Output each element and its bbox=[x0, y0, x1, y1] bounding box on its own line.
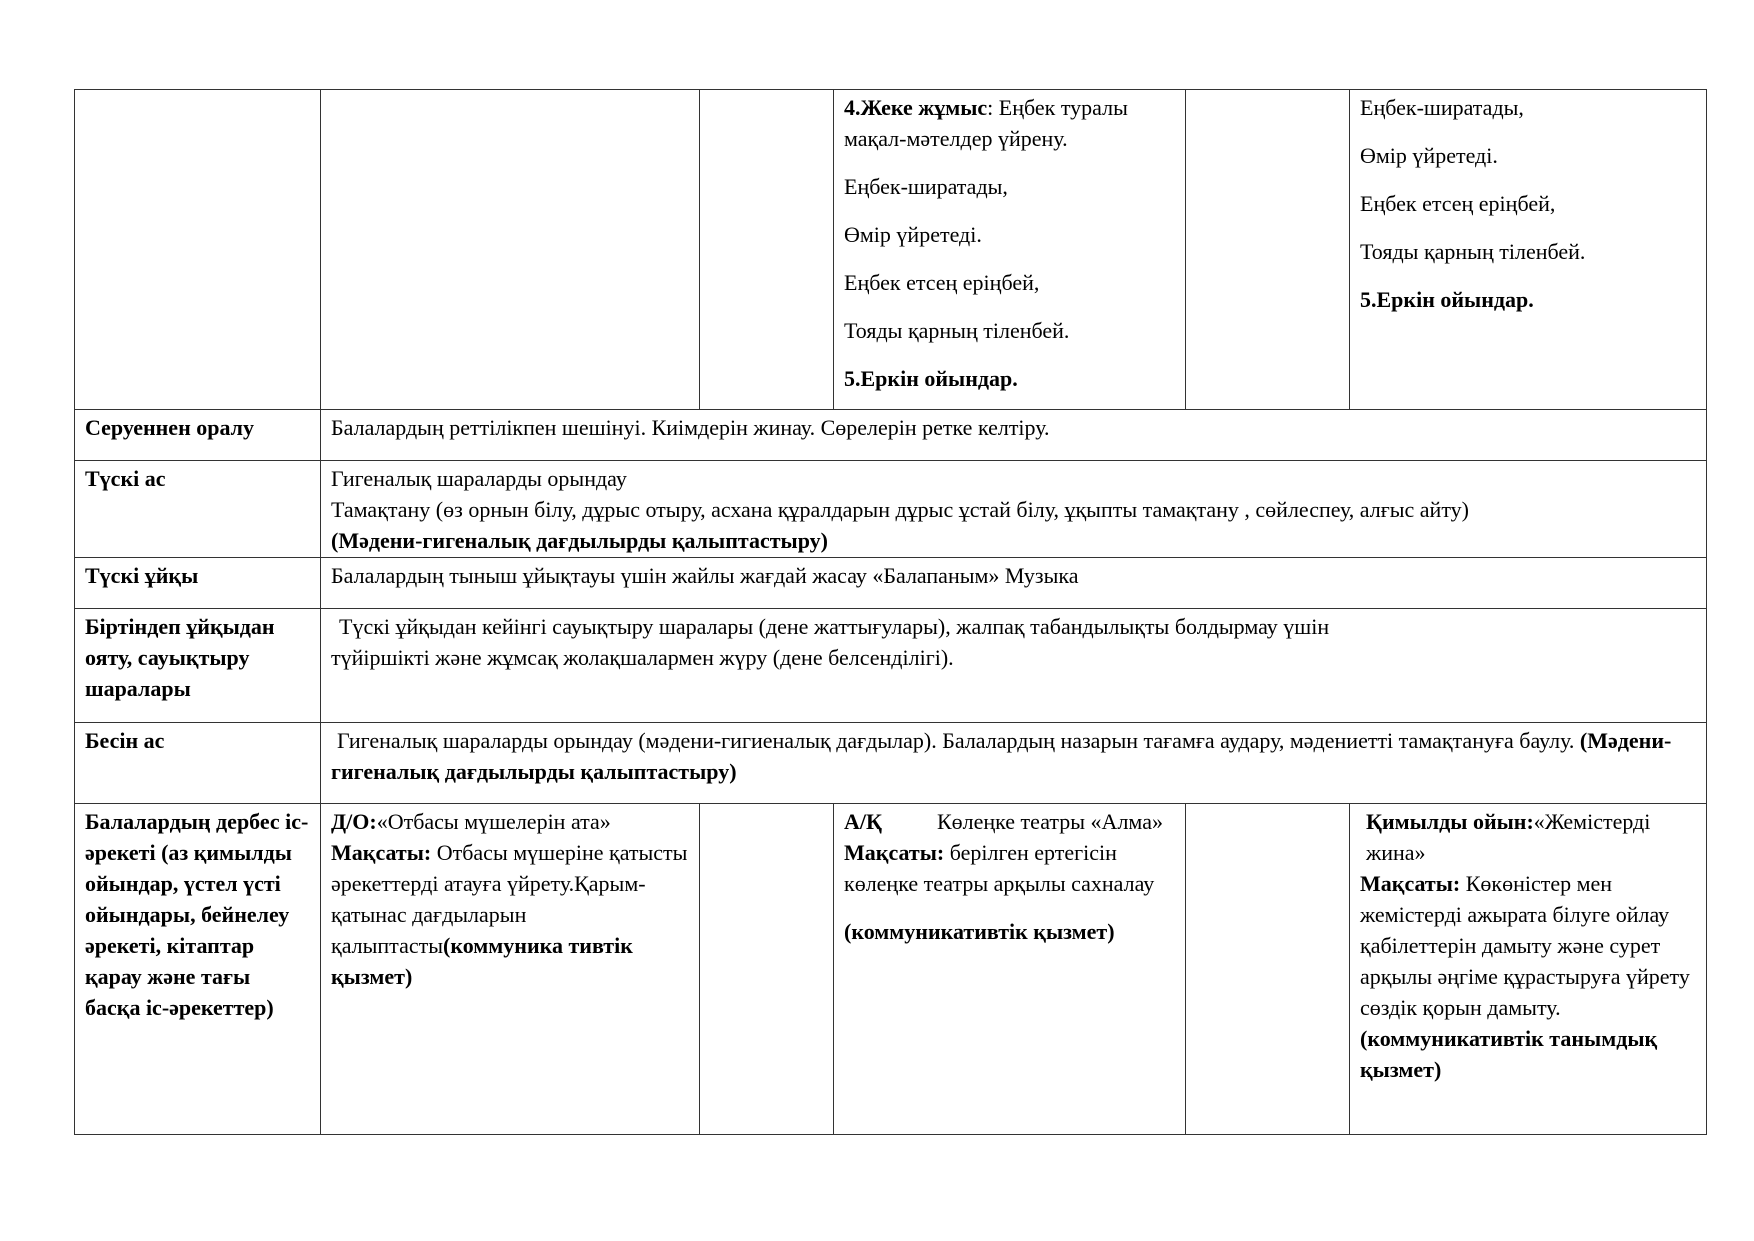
didactic-game-tag: Д/О: bbox=[331, 809, 377, 834]
snack-text: Гигеналық шараларды орындау (мәдени-гигиеналық дағдылар). Балалардың назарын тағамға аудару, мәдениетті тамақтануға баулу. bbox=[337, 728, 1580, 753]
schedule-table bbox=[74, 89, 1707, 1135]
activity-type: (коммуника тивтік қызмет) bbox=[331, 933, 633, 989]
proverb-line: Еңбек етсең еріңбей, bbox=[1360, 191, 1556, 216]
didactic-game-title: «Отбасы мүшелерін ата» bbox=[376, 809, 611, 834]
return-row bbox=[75, 410, 1707, 461]
movement-game-goal bbox=[1360, 868, 1696, 1023]
nap-text: Балалардың тыныш ұйықтауы үшін жайлы жағдай жасау «Балапаным» Музыка bbox=[321, 558, 1707, 609]
free-activity-col-5 bbox=[1186, 804, 1350, 1135]
free-activity-row bbox=[75, 804, 1707, 1135]
didactic-game-goal bbox=[331, 837, 689, 992]
lunch-row bbox=[75, 461, 1707, 558]
lunch-line-1: Гигеналық шараларды орындау bbox=[331, 466, 627, 491]
activity-type: (коммуникативтік танымдық қызмет) bbox=[1360, 1026, 1658, 1082]
snack-label: Бесін ас bbox=[75, 723, 321, 804]
role-game-title: Көлеңке театры «Алма» bbox=[936, 809, 1163, 834]
proverb-line: Еңбек-ширатады, bbox=[844, 174, 1008, 199]
return-text: Балалардың реттілікпен шешінуі. Киімдерін жинау. Сөрелерін ретке келтіру. bbox=[321, 410, 1707, 461]
return-label: Серуеннен оралу bbox=[75, 410, 321, 461]
proverb-line: Өмір үйретеді. bbox=[1360, 143, 1498, 168]
lunch-line-2: Тамақтану (өз орнын білу, дұрыс отыру, асхана құралдарын дұрыс ұстай білу, ұқыпты тамақтану , сөйлеспеу, алғыс айту) bbox=[331, 497, 1469, 522]
nap-label: Түскі ұйқы bbox=[75, 558, 321, 609]
activity-type: (коммуникативтік қызмет) bbox=[844, 919, 1115, 944]
top-row-cell-6 bbox=[1350, 90, 1707, 410]
lunch-line-3: (Мәдени-гигеналық дағдылырды қалыптастыру) bbox=[331, 528, 828, 553]
wake-content bbox=[321, 609, 1707, 723]
free-activity-col-3 bbox=[700, 804, 834, 1135]
didactic-game bbox=[331, 806, 689, 837]
wake-row bbox=[75, 609, 1707, 723]
movement-game bbox=[1360, 806, 1696, 868]
lunch-content bbox=[321, 461, 1707, 558]
individual-work bbox=[844, 92, 1175, 154]
role-game bbox=[844, 806, 1175, 899]
free-activity-col-2 bbox=[321, 804, 700, 1135]
snack-row bbox=[75, 723, 1707, 804]
top-row-cell-5 bbox=[1186, 90, 1350, 410]
goal-label: Мақсаты: bbox=[844, 840, 945, 865]
top-row-cell-4 bbox=[834, 90, 1186, 410]
free-activity-label: Балалардың дербес іс-әрекеті (аз қимылды ойындар, үстел үсті ойындары, бейнелеу әрекеті, кітаптар қарау және тағы басқа іс-әрекеттер) bbox=[75, 804, 321, 1135]
free-games-heading: 5.Еркін ойындар. bbox=[844, 366, 1018, 391]
role-game-tag: А/Қ bbox=[844, 809, 882, 834]
individual-work-heading: 4.Жеке жұмыс bbox=[844, 95, 988, 120]
proverb-line: Тояды қарның тіленбей. bbox=[1360, 239, 1586, 264]
goal-text: Көкөністер мен жемістерді ажырата білуге ойлау қабілеттерін дамыту және сурет арқылы әңгіме құрастыруға үйрету сөздік қорын дамыту. bbox=[1360, 871, 1690, 1020]
wake-label: Біртіндеп ұйқыдан ояту, сауықтыру шаралары bbox=[75, 609, 321, 723]
top-row-label-cell bbox=[75, 90, 321, 410]
lunch-label: Түскі ас bbox=[75, 461, 321, 558]
movement-game-title: «Жемістерді жина» bbox=[1366, 809, 1651, 865]
wake-line-1: Түскі ұйқыдан кейінгі сауықтыру шаралары (дене жаттығулары), жалпақ табандылықты болдырмау үшін bbox=[339, 614, 1330, 639]
wake-line-2: түйіршікті және жұмсақ жолақшалармен жүру (дене белсенділігі). bbox=[331, 645, 954, 670]
goal-text: Отбасы мүшеріне қатысты әрекеттерді атауға үйрету.Қарым-қатынас дағдыларын қалыптасты bbox=[331, 840, 688, 958]
goal-label: Мақсаты: bbox=[331, 840, 432, 865]
goal-label: Мақсаты: bbox=[1360, 871, 1461, 896]
top-row-cell-2 bbox=[321, 90, 700, 410]
snack-content bbox=[321, 723, 1707, 804]
proverb-line: Еңбек-ширатады, bbox=[1360, 95, 1524, 120]
proverb-line: Өмір үйретеді. bbox=[844, 222, 982, 247]
top-row bbox=[75, 90, 1707, 410]
movement-game-tag: Қимылды ойын: bbox=[1366, 809, 1534, 834]
proverb-line: Тояды қарның тіленбей. bbox=[844, 318, 1070, 343]
top-row-cell-3 bbox=[700, 90, 834, 410]
snack-text-bold: (Мәдени-гигеналық дағдылырды қалыптастыру) bbox=[331, 728, 1672, 784]
free-games-heading: 5.Еркін ойындар. bbox=[1360, 287, 1534, 312]
free-activity-col-6 bbox=[1350, 804, 1707, 1135]
individual-work-text: : Еңбек туралы мақал-мәтелдер үйрену. bbox=[844, 95, 1128, 151]
free-activity-col-4 bbox=[834, 804, 1186, 1135]
proverb-line: Еңбек етсең еріңбей, bbox=[844, 270, 1040, 295]
goal-text: берілген ертегісін көлеңке театры арқылы сахналау bbox=[844, 840, 1155, 896]
nap-row bbox=[75, 558, 1707, 609]
